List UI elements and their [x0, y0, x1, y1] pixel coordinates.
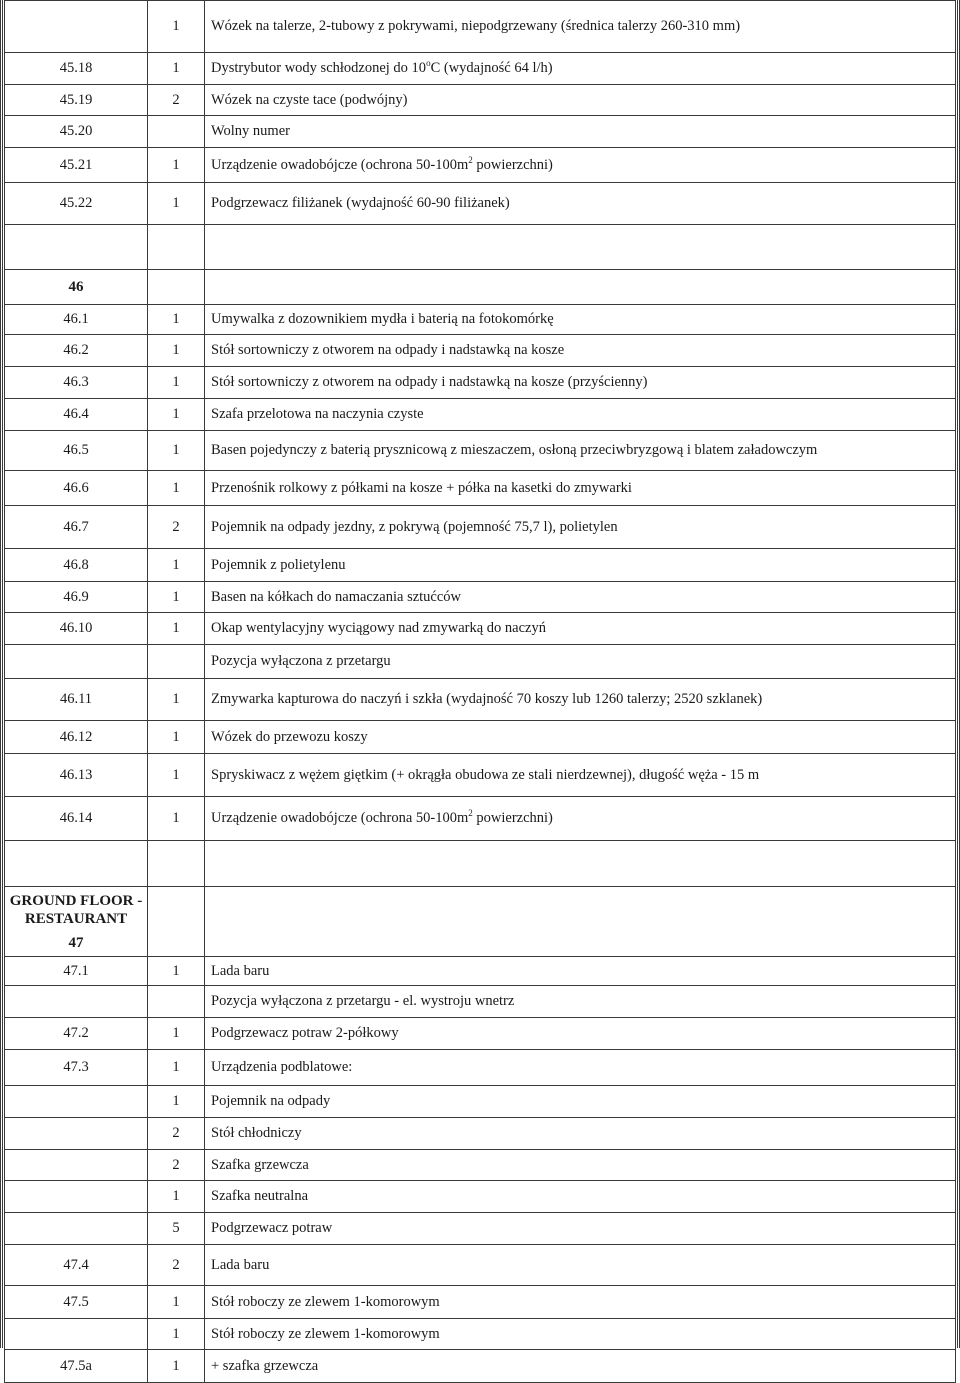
table-row	[5, 1086, 956, 1118]
table-row	[5, 721, 956, 754]
table-row	[5, 431, 956, 471]
description-cell	[205, 754, 956, 797]
quantity-cell	[148, 1245, 205, 1286]
description: + szafka grzewcza	[211, 1357, 319, 1374]
item-number: 47.2	[63, 1025, 89, 1041]
quantity-cell	[148, 645, 205, 679]
description: Okap wentylacyjny wyciągowy nad zmywarką do naczyń	[211, 620, 546, 636]
item-number: 45.21	[59, 156, 93, 173]
item-number-cell	[5, 305, 148, 335]
item-number-cell	[5, 270, 148, 305]
item-number-cell	[5, 841, 148, 887]
description: Pozycja wyłączona z przetargu - el. wystroju wnetrz	[211, 993, 515, 1009]
quantity-cell	[148, 841, 205, 887]
item-number: 47.5	[63, 1293, 89, 1310]
quantity: 1	[172, 1357, 180, 1374]
item-number-cell	[5, 721, 148, 754]
quantity: 2	[172, 91, 180, 108]
quantity: 1	[172, 962, 180, 979]
description-cell	[205, 1319, 956, 1350]
description-cell	[205, 1181, 956, 1213]
description-cell	[205, 1, 956, 53]
item-number: 45.18	[59, 60, 93, 76]
quantity: 1	[172, 1293, 180, 1310]
item-number: 47.4	[63, 1256, 89, 1273]
item-number-cell	[5, 367, 148, 399]
description: Pojemnik z polietylenu	[211, 556, 346, 573]
description: Urządzenie owadobójcze (ochrona 50-100m	[211, 810, 469, 826]
description-cell	[205, 270, 956, 305]
item-number-cell	[5, 549, 148, 582]
quantity-cell	[148, 797, 205, 841]
quantity: 1	[172, 18, 180, 34]
description-cell	[205, 679, 956, 721]
table-row	[5, 1350, 956, 1383]
table-row	[5, 1181, 956, 1213]
quantity-cell	[148, 1181, 205, 1213]
table-row	[5, 679, 956, 721]
table-row	[5, 957, 956, 986]
description: Stół chłodniczy	[211, 1125, 302, 1141]
table-row	[5, 1018, 956, 1050]
table-row	[5, 116, 956, 148]
description-cell	[205, 1213, 956, 1245]
description-cell	[205, 1286, 956, 1319]
item-number-cell	[5, 471, 148, 506]
item-number: 46.6	[63, 479, 89, 496]
section-title: 46	[68, 279, 84, 295]
equipment-table	[4, 0, 956, 1383]
item-number-cell	[5, 148, 148, 183]
quantity: 1	[172, 156, 180, 173]
item-number: 46.3	[63, 374, 89, 390]
quantity-cell	[148, 305, 205, 335]
item-number: 46.12	[59, 728, 93, 745]
section-title: GROUND FLOOR - RESTAURANT	[9, 892, 143, 927]
quantity-cell	[148, 367, 205, 399]
quantity: 1	[172, 442, 180, 458]
table-row	[5, 183, 956, 225]
table-row	[5, 549, 956, 582]
description-cell	[205, 335, 956, 367]
description-cell	[205, 1086, 956, 1118]
description: Pojemnik na odpady jezdny, z pokrywą (pojemność 75,7 l), polietylen	[211, 518, 618, 535]
item-number-cell	[5, 1245, 148, 1286]
quantity-cell	[148, 1213, 205, 1245]
item-number: 46.7	[63, 518, 89, 535]
description: Stół roboczy ze zlewem 1-komorowym	[211, 1325, 440, 1342]
item-number-cell	[5, 887, 148, 957]
quantity: 1	[172, 1025, 180, 1041]
item-number: 46.13	[59, 766, 93, 783]
table-row	[5, 506, 956, 549]
description-cell	[205, 887, 956, 957]
quantity-cell	[148, 431, 205, 471]
table-row	[5, 335, 956, 367]
quantity-cell	[148, 582, 205, 613]
quantity: 1	[172, 588, 180, 605]
description: Zmywarka kapturowa do naczyń i szkła (wydajność 70 koszy lub 1260 talerzy; 2520 szklanek)	[211, 691, 763, 707]
description: Basen pojedynczy z baterią prysznicową z mieszaczem, osłoną przeciwbryzgową i blatem załadowczym	[211, 442, 818, 458]
item-number-cell	[5, 754, 148, 797]
item-number: 46.14	[59, 810, 93, 826]
description: Podgrzewacz potraw	[211, 1220, 333, 1236]
section-number: 47	[68, 934, 84, 951]
description-cell	[205, 431, 956, 471]
quantity-cell	[148, 1018, 205, 1050]
quantity-cell	[148, 754, 205, 797]
quantity-cell	[148, 270, 205, 305]
quantity-cell	[148, 549, 205, 582]
description-cell	[205, 1018, 956, 1050]
table-row	[5, 986, 956, 1018]
description-cell	[205, 225, 956, 270]
item-number: 47.5a	[60, 1357, 92, 1374]
table-row	[5, 1213, 956, 1245]
description: Umywalka z dozownikiem mydła i baterią na fotokomórkę	[211, 311, 554, 327]
table-row	[5, 582, 956, 613]
quantity: 1	[172, 766, 180, 783]
description: Wózek na czyste tace (podwójny)	[211, 91, 408, 108]
table-row	[5, 305, 956, 335]
table-row	[5, 471, 956, 506]
quantity: 2	[172, 1125, 180, 1141]
item-number: 47.3	[63, 1059, 89, 1075]
description-cell	[205, 367, 956, 399]
item-number-cell	[5, 183, 148, 225]
item-number: 45.20	[59, 123, 93, 139]
description: Dystrybutor wody schłodzonej do 10	[211, 60, 427, 76]
description: Szafka neutralna	[211, 1188, 309, 1204]
quantity: 1	[172, 691, 180, 707]
item-number-cell	[5, 431, 148, 471]
description-cell	[205, 506, 956, 549]
table-row	[5, 1150, 956, 1181]
item-number-cell	[5, 116, 148, 148]
quantity: 1	[172, 406, 180, 422]
item-number-cell	[5, 1086, 148, 1118]
description-cell	[205, 1118, 956, 1150]
description-cell	[205, 1245, 956, 1286]
description: Wolny numer	[211, 123, 290, 139]
superscript: 2	[468, 154, 473, 165]
description-cell	[205, 613, 956, 645]
description-cell	[205, 399, 956, 431]
table-row	[5, 1286, 956, 1319]
description-continued: powierzchni)	[472, 810, 553, 826]
description-cell	[205, 183, 956, 225]
description: Basen na kółkach do namaczania sztućców	[211, 588, 462, 605]
quantity-cell	[148, 85, 205, 116]
quantity: 1	[172, 195, 180, 211]
description: Szafa przelotowa na naczynia czyste	[211, 406, 424, 422]
description: Wózek do przewozu koszy	[211, 728, 368, 745]
table-row	[5, 797, 956, 841]
description-cell	[205, 986, 956, 1018]
description: Przenośnik rolkowy z półkami na kosze + półka na kasetki do zmywarki	[211, 479, 632, 496]
item-number-cell	[5, 1050, 148, 1086]
description: Podgrzewacz potraw 2-półkowy	[211, 1025, 399, 1041]
item-number: 46.4	[63, 406, 89, 422]
item-number: 46.5	[63, 442, 89, 458]
item-number: 46.10	[59, 620, 93, 636]
table-row	[5, 399, 956, 431]
table-row	[5, 645, 956, 679]
item-number-cell	[5, 85, 148, 116]
quantity: 1	[172, 311, 180, 327]
quantity-cell	[148, 613, 205, 645]
description-cell	[205, 957, 956, 986]
description-continued: C (wydajność 64 l/h)	[430, 60, 553, 76]
description-cell	[205, 797, 956, 841]
quantity: 1	[172, 374, 180, 390]
quantity-cell	[148, 721, 205, 754]
quantity-cell	[148, 679, 205, 721]
section-header-row	[5, 270, 956, 305]
item-number: 46.9	[63, 588, 89, 605]
table-row	[5, 367, 956, 399]
item-number-cell	[5, 1118, 148, 1150]
item-number-cell	[5, 797, 148, 841]
item-number-cell	[5, 957, 148, 986]
quantity-cell	[148, 1150, 205, 1181]
item-number: 46.11	[59, 691, 93, 707]
description-cell	[205, 645, 956, 679]
description-cell	[205, 549, 956, 582]
item-number: 45.19	[59, 91, 93, 108]
table-row	[5, 85, 956, 116]
quantity: 1	[172, 620, 180, 636]
item-number-cell	[5, 1181, 148, 1213]
table-row	[5, 754, 956, 797]
description-cell	[205, 85, 956, 116]
description-continued: powierzchni)	[472, 156, 553, 173]
page-border-left	[0, 0, 3, 1348]
quantity-cell	[148, 1118, 205, 1150]
quantity: 1	[172, 1325, 180, 1342]
item-number-cell	[5, 1350, 148, 1383]
item-number-cell	[5, 1286, 148, 1319]
item-number-cell	[5, 613, 148, 645]
description-cell	[205, 116, 956, 148]
description: Urządzenie owadobójcze (ochrona 50-100m	[211, 156, 469, 173]
description: Spryskiwacz z wężem giętkim (+ okrągła obudowa ze stali nierdzewnej), długość węża - 15 m	[211, 766, 760, 783]
description: Pojemnik na odpady	[211, 1093, 331, 1109]
description-cell	[205, 1050, 956, 1086]
table-row	[5, 613, 956, 645]
table-row	[5, 841, 956, 887]
item-number-cell	[5, 986, 148, 1018]
quantity: 1	[172, 479, 180, 496]
description: Stół sortowniczy z otworem na odpady i nadstawką na kosze	[211, 342, 565, 358]
quantity-cell	[148, 1286, 205, 1319]
table-row	[5, 1319, 956, 1350]
quantity: 1	[172, 810, 180, 826]
table-row	[5, 1118, 956, 1150]
item-number: 46.1	[63, 311, 89, 327]
item-number-cell	[5, 679, 148, 721]
quantity-cell	[148, 1086, 205, 1118]
quantity: 1	[172, 60, 180, 76]
description-cell	[205, 721, 956, 754]
quantity: 5	[172, 1220, 180, 1236]
description: Stół roboczy ze zlewem 1-komorowym	[211, 1293, 440, 1310]
quantity-cell	[148, 506, 205, 549]
item-number: 45.22	[59, 195, 93, 211]
section-header-row	[5, 887, 956, 957]
quantity-cell	[148, 399, 205, 431]
item-number: 46.2	[63, 342, 89, 358]
table-row	[5, 53, 956, 85]
description: Szafka grzewcza	[211, 1156, 309, 1173]
quantity-cell	[148, 335, 205, 367]
description: Podgrzewacz filiżanek (wydajność 60-90 filiżanek)	[211, 195, 510, 211]
quantity: 1	[172, 1093, 180, 1109]
quantity-cell	[148, 183, 205, 225]
item-number-cell	[5, 1150, 148, 1181]
item-number-cell	[5, 1, 148, 53]
quantity: 1	[172, 342, 180, 358]
quantity: 1	[172, 556, 180, 573]
quantity: 1	[172, 1188, 180, 1204]
item-number-cell	[5, 506, 148, 549]
item-number-cell	[5, 225, 148, 270]
superscript: 2	[468, 808, 473, 819]
item-number-cell	[5, 1319, 148, 1350]
quantity-cell	[148, 53, 205, 85]
table-row	[5, 225, 956, 270]
item-number-cell	[5, 645, 148, 679]
item-number-cell	[5, 399, 148, 431]
quantity: 1	[172, 1059, 180, 1075]
description-cell	[205, 471, 956, 506]
description-cell	[205, 305, 956, 335]
quantity-cell	[148, 225, 205, 270]
description-cell	[205, 148, 956, 183]
table-row	[5, 148, 956, 183]
description-cell	[205, 841, 956, 887]
quantity-cell	[148, 116, 205, 148]
superscript: o	[426, 58, 431, 69]
quantity-cell	[148, 471, 205, 506]
quantity: 2	[172, 1156, 180, 1173]
quantity-cell	[148, 148, 205, 183]
item-number-cell	[5, 53, 148, 85]
quantity-cell	[148, 1050, 205, 1086]
quantity-cell	[148, 957, 205, 986]
quantity: 1	[172, 728, 180, 745]
quantity-cell	[148, 1350, 205, 1383]
quantity-cell	[148, 887, 205, 957]
item-number-cell	[5, 1018, 148, 1050]
quantity-cell	[148, 1, 205, 53]
item-number-cell	[5, 1213, 148, 1245]
description-cell	[205, 1350, 956, 1383]
description-cell	[205, 53, 956, 85]
description: Pozycja wyłączona z przetargu	[211, 653, 391, 669]
quantity: 2	[172, 518, 180, 535]
table-row	[5, 1245, 956, 1286]
description: Lada baru	[211, 962, 270, 979]
item-number-cell	[5, 335, 148, 367]
quantity-cell	[148, 1319, 205, 1350]
description: Urządzenia podblatowe:	[211, 1059, 353, 1075]
quantity-cell	[148, 986, 205, 1018]
item-number: 47.1	[63, 962, 89, 979]
description: Stół sortowniczy z otworem na odpady i nadstawką na kosze (przyścienny)	[211, 374, 648, 390]
table-row	[5, 1, 956, 53]
item-number: 46.8	[63, 556, 89, 573]
description: Lada baru	[211, 1256, 270, 1273]
quantity: 2	[172, 1256, 180, 1273]
table-row	[5, 1050, 956, 1086]
item-number-cell	[5, 582, 148, 613]
description-cell	[205, 1150, 956, 1181]
description: Wózek na talerze, 2-tubowy z pokrywami, niepodgrzewany (średnica talerzy 260-310 mm)	[211, 18, 741, 34]
description-cell	[205, 582, 956, 613]
equipment-table-body	[5, 1, 956, 1383]
